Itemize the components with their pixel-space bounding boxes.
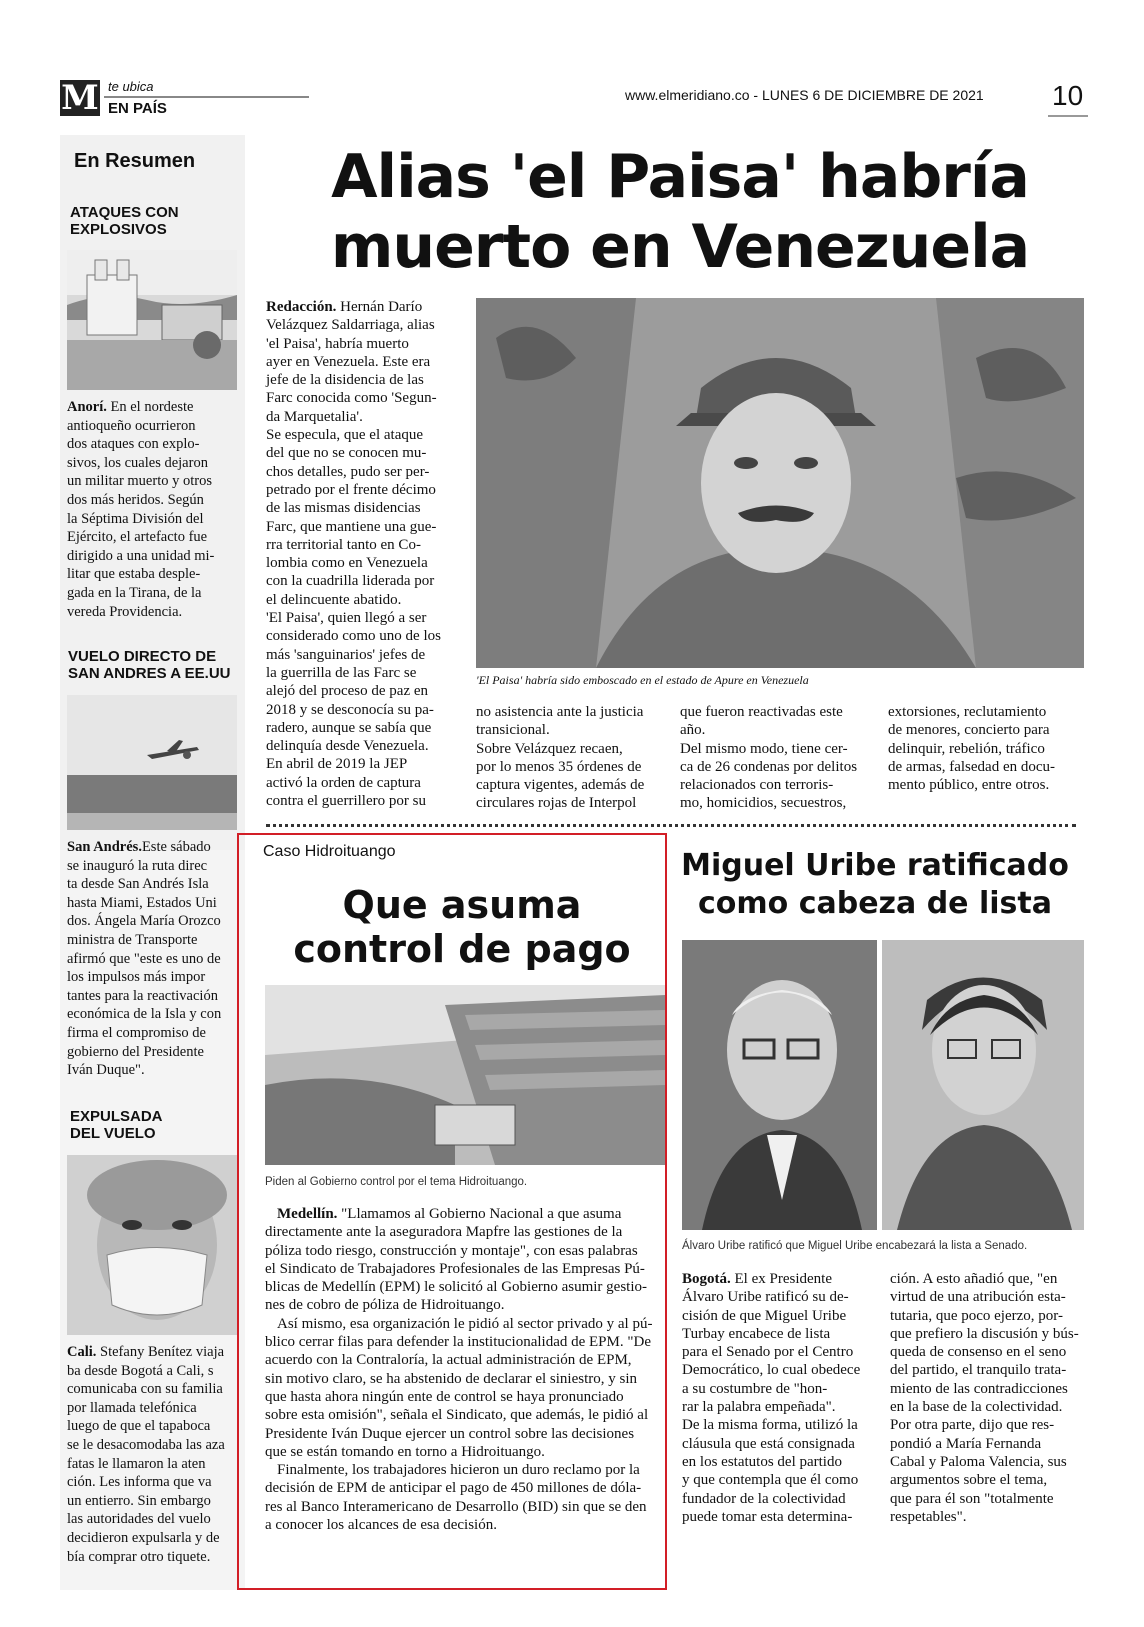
text-line: Cabal y Paloma Valencia, sus bbox=[890, 1453, 1067, 1470]
text-line: delinquir, rebelión, tráfico bbox=[888, 740, 1045, 757]
text-line: queda de consenso en el seno bbox=[890, 1344, 1067, 1361]
sidebar-heading-line: EXPULSADA bbox=[70, 1108, 163, 1125]
main-article-column-1 bbox=[266, 298, 461, 810]
text-line: por llamada telefónica bbox=[67, 1399, 197, 1416]
text-line: Así mismo, esa organización le pidió al sector privado y al pú- bbox=[277, 1315, 653, 1332]
right-article-column-2 bbox=[890, 1270, 1084, 1526]
text-line: dos. Ángela María Orozco bbox=[67, 913, 221, 930]
text-line: tutaria, que poco ejerzo, por- bbox=[890, 1307, 1063, 1324]
text-line: gobierno del Presidente bbox=[67, 1043, 204, 1060]
sidebar-article-text bbox=[67, 1343, 237, 1566]
text-line: ción. A esto añadió que, "en bbox=[890, 1271, 1058, 1287]
text-line: dos ataques con explo- bbox=[67, 436, 200, 453]
text-line: hasta Miami, Estados Uni bbox=[67, 894, 217, 911]
box-photo-caption: Piden al Gobierno control por el tema Hidroituango. bbox=[265, 1176, 528, 1188]
text-line: litar que estaba desple- bbox=[67, 566, 201, 583]
el-paisa-image bbox=[476, 298, 1084, 668]
text-line-content: "Llamamos al Gobierno Nacional a que asuma bbox=[341, 1206, 622, 1222]
text-line bbox=[265, 1205, 665, 1223]
text-line: a su costumbre de "hon- bbox=[682, 1380, 828, 1397]
sidebar-article-text bbox=[67, 838, 237, 1080]
text-line-content: El ex Presidente bbox=[734, 1271, 832, 1287]
text-line: decidieron expulsarla y de bbox=[67, 1529, 220, 1546]
text-line: año. bbox=[680, 722, 706, 739]
woman-mask-photo bbox=[67, 1155, 237, 1335]
text-line: rra territorial tanto en Co- bbox=[266, 536, 421, 553]
text-line: póliza todo riesgo, construcción y montaje", con esas palabras bbox=[265, 1242, 638, 1259]
text-line: cisión de que Miguel Uribe bbox=[682, 1307, 847, 1324]
text-line: nes de cobro de póliza de Hidroituango. bbox=[265, 1297, 505, 1314]
alvaro-uribe-photo bbox=[682, 940, 877, 1230]
text-line: ca de 26 condenas por delitos bbox=[680, 758, 858, 775]
headline-line: como cabeza de lista bbox=[698, 886, 1052, 921]
text-line: ministra de Transporte bbox=[67, 931, 198, 948]
text-line bbox=[67, 398, 237, 417]
text-line: miento de las contradicciones bbox=[890, 1380, 1068, 1397]
text-line: que para él son "totalmente bbox=[890, 1490, 1054, 1507]
text-line: antioqueño ocurrieron bbox=[67, 417, 196, 434]
text-line: respetables". bbox=[890, 1508, 967, 1525]
text-line: jefe de la disidencia de las bbox=[266, 372, 424, 389]
text-line: Se especula, que el ataque bbox=[266, 427, 424, 444]
text-line: extorsiones, reclutamiento bbox=[888, 704, 1047, 720]
text-line: acuerdo con la Contraloría, la actual administración de EPM, bbox=[265, 1352, 632, 1369]
text-line: gada en la Tirana, de la bbox=[67, 584, 202, 601]
text-line: Del mismo modo, tiene cer- bbox=[680, 740, 848, 757]
text-line: En abril de 2019 la JEP bbox=[266, 756, 408, 773]
page-number-divider bbox=[1048, 115, 1088, 117]
dateline-lead: San Andrés. bbox=[67, 839, 142, 855]
sidebar-heading-line: VUELO DIRECTO DE bbox=[68, 648, 217, 665]
kicker-divider bbox=[104, 96, 309, 98]
text-line: pondió a María Fernanda bbox=[890, 1435, 1042, 1452]
text-line: a conocer los alcances de esa decisión. bbox=[265, 1517, 497, 1534]
text-line bbox=[67, 838, 237, 857]
right-article-column-1 bbox=[682, 1270, 877, 1526]
text-line bbox=[67, 1343, 237, 1362]
text-line: transicional. bbox=[476, 722, 550, 739]
text-line: blicas de Medellín (EPM) le solicitó al Gobierno asumir gestio- bbox=[265, 1279, 648, 1296]
dam-photo bbox=[265, 985, 665, 1165]
headline-line: muerto en Venezuela bbox=[330, 212, 1030, 282]
text-line: 'El Paisa', quien llegó a ser bbox=[266, 610, 427, 627]
headline-line: Que asuma bbox=[342, 883, 582, 927]
sidebar-heading bbox=[68, 648, 231, 682]
sidebar-heading-line: ATAQUES CON bbox=[70, 204, 179, 221]
text-line: Iván Duque". bbox=[67, 1062, 145, 1079]
text-line: de las mismas disidencias bbox=[266, 500, 421, 517]
miguel-uribe-image bbox=[882, 940, 1084, 1230]
text-line: las autoridades del vuelo bbox=[67, 1511, 211, 1528]
text-line: Álvaro Uribe ratificó su de- bbox=[682, 1289, 849, 1306]
box-article-body bbox=[265, 1205, 665, 1534]
right-photo-caption: Álvaro Uribe ratificó que Miguel Uribe encabezará la lista a Senado. bbox=[682, 1240, 1028, 1252]
sidebar-article-text bbox=[67, 398, 237, 621]
text-line: la guerrilla de las Farc se bbox=[266, 664, 417, 681]
text-line: contra el guerrillero por su bbox=[266, 793, 426, 810]
text-line: Democrático, lo cual obedece bbox=[682, 1362, 861, 1379]
main-article-column-3 bbox=[680, 703, 875, 813]
text-line: res al Banco Interamericano de Desarrollo (BID) sin que se den bbox=[265, 1498, 647, 1515]
text-line: que se están tomando en torno a Hidroituango. bbox=[265, 1443, 545, 1460]
woman-mask-image bbox=[67, 1155, 237, 1335]
text-line: se le desacomodaba las aza bbox=[67, 1436, 225, 1453]
text-line: 'el Paisa', habría muerto bbox=[266, 335, 409, 352]
text-line: un militar muerto y otros bbox=[67, 473, 212, 490]
text-line: decisión de EPM de anticipar el pago de 450 millones de dóla- bbox=[265, 1480, 642, 1497]
text-line: mo, homicidios, secuestros, bbox=[680, 795, 847, 812]
section-name: EN PAÍS bbox=[108, 100, 167, 117]
church-photo bbox=[67, 250, 237, 390]
text-line: Por otra parte, dijo que res- bbox=[890, 1417, 1055, 1434]
text-line: fatas le llamaron la aten bbox=[67, 1455, 206, 1472]
text-line: afirmó que "este es uno de bbox=[67, 950, 221, 967]
text-line: virtud de una atribución esta- bbox=[890, 1289, 1066, 1306]
text-line: de menores, concierto para bbox=[888, 722, 1050, 739]
text-line-content: Stefany Benítez viaja bbox=[100, 1344, 225, 1360]
text-line: dirigido a una unidad mi- bbox=[67, 547, 215, 564]
section-kicker: te ubica bbox=[108, 79, 154, 94]
text-line: que prefiero la discusión y bús- bbox=[890, 1325, 1079, 1342]
text-line: que hasta ahora ningún ente de control se haya pronunciado bbox=[265, 1388, 624, 1405]
text-line: bía comprar otro tiquete. bbox=[67, 1548, 211, 1565]
text-line: ayer en Venezuela. Este era bbox=[266, 353, 431, 370]
text-line: con la cuadrilla liderada por bbox=[266, 573, 435, 590]
text-line: el delincuente abatido. bbox=[266, 591, 402, 608]
text-line-content: Este sábado bbox=[141, 839, 211, 855]
text-line: en los estatutos del partido bbox=[682, 1453, 842, 1470]
text-line: no asistencia ante la justicia bbox=[476, 704, 644, 720]
text-line: ba desde Bogotá a Cali, s bbox=[67, 1362, 214, 1379]
text-line: sivos, los cuales dejaron bbox=[67, 454, 208, 471]
text-line: dos más heridos. Según bbox=[67, 491, 204, 508]
text-line: mento público, entre otros. bbox=[888, 777, 1050, 794]
text-line-content: Hernán Darío bbox=[340, 299, 423, 315]
sidebar-heading-line: EXPLOSIVOS bbox=[70, 221, 167, 238]
text-line: comunicaba con su familia bbox=[67, 1381, 223, 1398]
text-line: Ejército, el artefacto fue bbox=[67, 529, 208, 546]
text-line: circulares rojas de Interpol bbox=[476, 795, 637, 812]
text-line: para el Senado por el Centro bbox=[682, 1344, 854, 1361]
dateline-lead: Redacción. bbox=[266, 299, 337, 315]
text-line: Farc, que mantiene una gue- bbox=[266, 518, 437, 535]
dateline-lead: Medellín. bbox=[277, 1206, 338, 1222]
text-line: Finalmente, los trabajadores hicieron un duro reclamo por la bbox=[277, 1462, 640, 1479]
airplane-photo bbox=[67, 695, 237, 830]
text-line: el Sindicato de Trabajadores Profesionales de las Empresas Pú- bbox=[265, 1260, 645, 1277]
sidebar-heading-line: DEL VUELO bbox=[70, 1125, 156, 1142]
headline-line: control de pago bbox=[293, 927, 631, 971]
date-line: www.elmeridiano.co - LUNES 6 DE DICIEMBRE DE 2021 bbox=[625, 87, 984, 103]
text-line: Sobre Velázquez recaen, bbox=[476, 740, 623, 757]
alvaro-uribe-image bbox=[682, 940, 877, 1230]
text-line: la Séptima División del bbox=[67, 510, 204, 527]
main-headline bbox=[300, 142, 1060, 282]
sidebar-heading-line: SAN ANDRES A EE.UU bbox=[68, 665, 231, 682]
text-line: fundador de la colectividad bbox=[682, 1490, 846, 1507]
box-headline bbox=[262, 883, 662, 971]
airplane-image bbox=[67, 695, 237, 830]
text-line: da Marquetalia'. bbox=[266, 408, 363, 425]
right-headline bbox=[670, 847, 1080, 923]
text-line bbox=[266, 298, 461, 316]
main-photo-caption: 'El Paisa' habría sido emboscado en el estado de Apure en Venezuela bbox=[476, 673, 809, 687]
sidebar-title: En Resumen bbox=[74, 150, 196, 172]
text-line: argumentos sobre el tema, bbox=[890, 1472, 1048, 1489]
text-line: vereda Providencia. bbox=[67, 603, 183, 620]
text-line: firma el compromiso de bbox=[67, 1024, 206, 1041]
text-line: captura vigentes, además de bbox=[476, 777, 645, 794]
text-line: los impulsos más impor bbox=[67, 969, 206, 986]
miguel-uribe-photo bbox=[882, 940, 1084, 1230]
text-line: petrado por el frente décimo bbox=[266, 481, 436, 498]
text-line-content: En el nordeste bbox=[110, 399, 194, 415]
text-line: ción. Les informa que va bbox=[67, 1474, 212, 1491]
text-line: un entierro. Sin embargo bbox=[67, 1492, 211, 1509]
sidebar-heading bbox=[70, 1108, 163, 1142]
text-line: se inauguró la ruta direc bbox=[67, 857, 208, 874]
page-number: 10 bbox=[1052, 80, 1084, 111]
text-line: luego de que el tapaboca bbox=[67, 1418, 211, 1435]
el-paisa-photo bbox=[476, 298, 1084, 668]
main-article-column-2 bbox=[476, 703, 666, 813]
dateline-lead: Bogotá. bbox=[682, 1271, 731, 1287]
text-line: Presidente Iván Duque ejercer un control sobre las decisiones bbox=[265, 1425, 635, 1442]
text-line: directamente ante la aseguradora Mapfre las gestiones de la bbox=[265, 1224, 623, 1241]
newspaper-logo: M bbox=[61, 78, 99, 118]
text-line: del partido, el tranquilo trata- bbox=[890, 1362, 1067, 1379]
text-line: 2018 y se desconocía su pa- bbox=[266, 701, 434, 718]
text-line: de armas, falsedad en docu- bbox=[888, 758, 1056, 775]
text-line: cláusula que está consignada bbox=[682, 1435, 855, 1452]
text-line: puede tomar esta determina- bbox=[682, 1508, 853, 1525]
headline-line: Alias 'el Paisa' habría bbox=[331, 142, 1029, 212]
text-line: ta desde San Andrés Isla bbox=[67, 876, 209, 893]
text-line: Farc conocida como 'Segun- bbox=[266, 390, 437, 407]
text-line: radero, aunque se sabía que bbox=[266, 719, 432, 736]
text-line: lombia como en Venezuela bbox=[266, 555, 428, 572]
section-divider bbox=[266, 824, 1076, 827]
text-line: por lo menos 35 órdenes de bbox=[476, 758, 642, 775]
text-line: que fueron reactivadas este bbox=[680, 704, 843, 720]
text-line: en la base de la colectividad. bbox=[890, 1399, 1063, 1416]
box-kicker: Caso Hidroituango bbox=[263, 843, 396, 860]
text-line: Turbay encabece de lista bbox=[682, 1325, 831, 1342]
dam-image bbox=[265, 985, 665, 1165]
text-line: activó la orden de captura bbox=[266, 774, 421, 791]
church-image bbox=[67, 250, 237, 390]
text-line: del que no se conocen mu- bbox=[266, 445, 427, 462]
text-line: más 'sanguinarios' jefes de bbox=[266, 646, 426, 663]
text-line bbox=[682, 1270, 877, 1288]
dateline-lead: Cali. bbox=[67, 1344, 97, 1360]
text-line: económica de la Isla y con bbox=[67, 1006, 222, 1023]
sidebar-heading bbox=[70, 204, 179, 238]
text-line: De la misma forma, utilizó la bbox=[682, 1417, 858, 1434]
text-line: tantes para la reactivación bbox=[67, 987, 218, 1004]
text-line: chos detalles, pudo ser per- bbox=[266, 463, 430, 480]
headline-line: Miguel Uribe ratificado bbox=[681, 848, 1069, 883]
text-line: y que contempla que él como bbox=[682, 1472, 859, 1489]
text-line: alejó del proceso de paz en bbox=[266, 683, 429, 700]
text-line: sobre esta omisión", señala el Sindicato, que además, le pidió al bbox=[265, 1407, 649, 1424]
text-line: delinquía desde Venezuela. bbox=[266, 738, 429, 755]
text-line: sin motivo claro, se ha abstenido de declarar el siniestro, y sin bbox=[265, 1370, 637, 1387]
dateline-lead: Anorí. bbox=[67, 399, 107, 415]
text-line: Velázquez Saldarriaga, alias bbox=[266, 317, 435, 334]
text-line: relacionados con terroris- bbox=[680, 777, 834, 794]
text-line: considerado como uno de los bbox=[266, 628, 441, 645]
main-article-column-4 bbox=[888, 703, 1084, 794]
text-line: blico cerrar filas para defender la institucionalidad de EPM. "De bbox=[265, 1334, 651, 1351]
text-line: rar la palabra empeñada". bbox=[682, 1399, 836, 1416]
